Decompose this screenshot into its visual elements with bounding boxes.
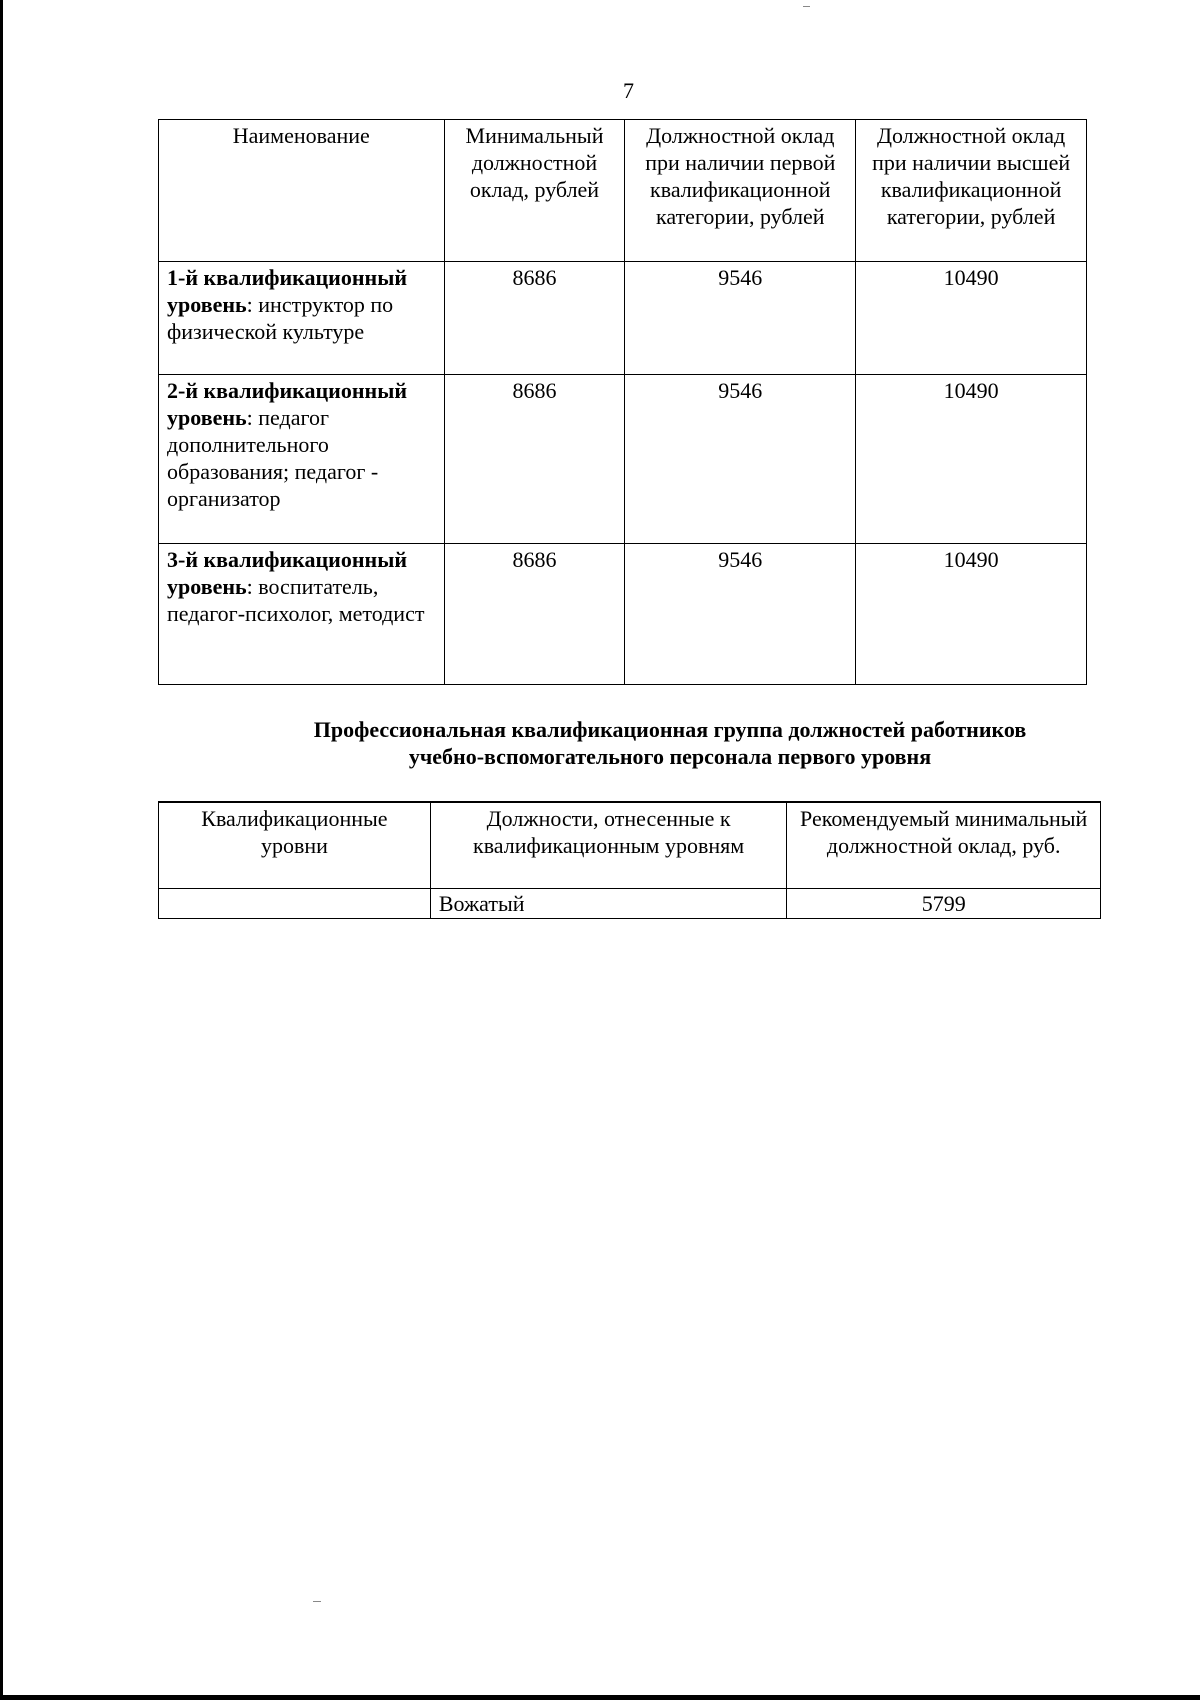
min-salary-cell: 8686 [444, 544, 625, 685]
column-header-first-category-salary: Должностной оклад при наличии первой квалификационной категории, рублей [625, 120, 856, 262]
table-row [159, 262, 1087, 375]
level-positions: : воспитатель, педагог-психолог, методист [167, 574, 425, 626]
page-number: 7 [623, 78, 634, 103]
position-cell: Вожатый [430, 888, 787, 918]
column-header-qualification-levels: Квалификационные уровни [159, 802, 431, 888]
first-category-salary-cell: 9546 [625, 262, 856, 375]
recommended-salary-cell: 5799 [787, 888, 1101, 918]
level-title: 1-й квалификационный уровень [167, 265, 408, 317]
salary-table [158, 119, 1087, 685]
column-header-positions: Должности, отнесенные к квалификационным уровням [430, 802, 787, 888]
section-title-line-1: Профессиональная квалификационная группа должностей работников [313, 717, 1027, 742]
section-title [170, 716, 1170, 770]
level-cell [159, 375, 445, 544]
level-positions: : инструктор по физической культуре [167, 292, 394, 344]
scan-speck [803, 6, 810, 7]
level-cell [159, 262, 445, 375]
qualification-level-cell [159, 888, 431, 918]
section-title-line-2: учебно-вспомогательного персонала первого уровня [408, 744, 932, 769]
level-positions: : педагог дополнительного образования; педагог - организатор [167, 405, 379, 511]
column-header-recommended-salary: Рекомендуемый минимальный должностной оклад, руб. [787, 802, 1101, 888]
scan-edge-bottom [0, 1695, 1200, 1700]
highest-category-salary-cell: 10490 [856, 262, 1087, 375]
highest-category-salary-cell: 10490 [856, 375, 1087, 544]
table-row [159, 888, 1101, 918]
table-row [159, 544, 1087, 685]
level-title: 2-й квалификационный уровень [167, 378, 408, 430]
min-salary-cell: 8686 [444, 375, 625, 544]
level-cell [159, 544, 445, 685]
first-category-salary-cell: 9546 [625, 544, 856, 685]
scan-edge-left [0, 0, 3, 1700]
column-header-min-salary: Минимальный должностной оклад, рублей [444, 120, 625, 262]
positions-table-header-row [159, 802, 1101, 888]
scan-speck [313, 1601, 321, 1602]
min-salary-cell: 8686 [444, 262, 625, 375]
positions-table [158, 801, 1101, 919]
level-title: 3-й квалификационный уровень [167, 547, 408, 599]
first-category-salary-cell: 9546 [625, 375, 856, 544]
column-header-name: Наименование [159, 120, 445, 262]
salary-table-header-row [159, 120, 1087, 262]
column-header-highest-category-salary: Должностной оклад при наличии высшей квалификационной категории, рублей [856, 120, 1087, 262]
table-row [159, 375, 1087, 544]
highest-category-salary-cell: 10490 [856, 544, 1087, 685]
